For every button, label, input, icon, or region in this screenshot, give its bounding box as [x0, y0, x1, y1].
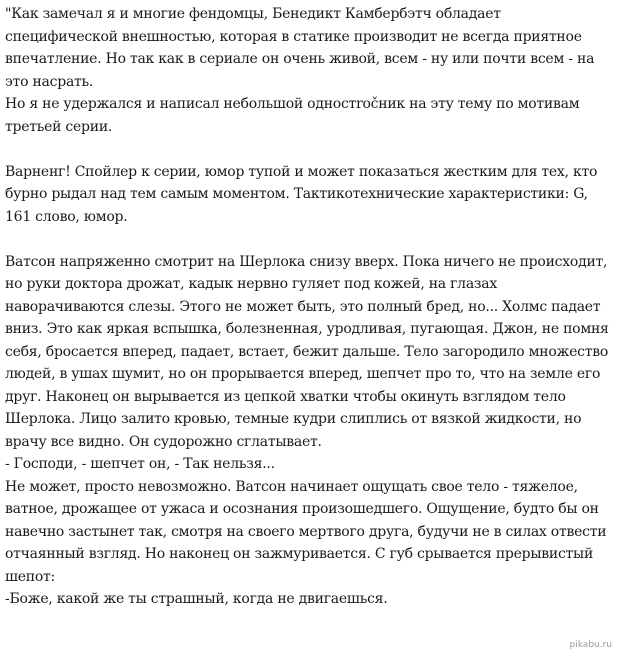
- paragraph-story-main: Ватсон напряженно смотрит на Шерлока снизу вверх. Пока ничего не происходит, но руки доктора дрожат, кадык нервно гуляет под кожей, на глазах наворачиваются слезы. Этого не может быть, это полный бред, но... Холмс падает вниз. Это как яркая вспышка, болезненная, уродливая, пугающая. Джон, не помня себя, бросается вперед, падает, встает, бежит дальше. Тело загородило множество людей, в ушах шумит, но он прорывается вперед, шепчет про то, что на земле его друг. Наконец он вырывается из цепкой хватки чтобы окинуть взглядом тело Шерлока. Лицо залито кровью, темные кудри слиплись от вязкой жидкости, но врачу все видно. Он судорожно сглатывает.: [5, 253, 609, 450]
- paragraph-dialogue-1: - Господи, - шепчет он, - Так нельзя...: [5, 456, 275, 472]
- pikabu-watermark: pikabu.ru: [569, 640, 612, 650]
- paragraph-story-continued: Не может, просто невозможно. Ватсон начинает ощущать свое тело - тяжелое, ватное, дрожащее от ужаса и осознания произошедшего. Ощущение, будто бы он навечно застынет так, смотря на своего мертвого друга, будучи не в силах отвести отчаянный взгляд. Но наконец он зажмуривается. С губ срывается прерывистый шепот:: [5, 478, 607, 585]
- document-body: [5, 3, 613, 611]
- paragraph-gap: [5, 228, 613, 251]
- paragraph-gap: [5, 138, 613, 161]
- paragraph-warning: Варненг! Спойлер к серии, юмор тупой и может показаться жестким для тех, кто бурно рыдал над тем самым моментом. Тактикотехнические характеристики: G, 161 слово, юмор.: [5, 163, 598, 225]
- paragraph-intro-2: Но я не удержался и написал небольшой одностročник на эту тему по мотивам третьей серии.: [5, 96, 580, 135]
- paragraph-dialogue-final: -Боже, какой же ты страшный, когда не двигаешься.: [5, 591, 388, 607]
- paragraph-intro-1: "Как замечал я и многие фендомцы, Бенедикт Камбербэтч обладает специфической внешностью, которая в статике производит не всегда приятное впечатление. Но так как в сериале он очень живой, всем - ну или почти всем - на это насрать.: [5, 6, 595, 90]
